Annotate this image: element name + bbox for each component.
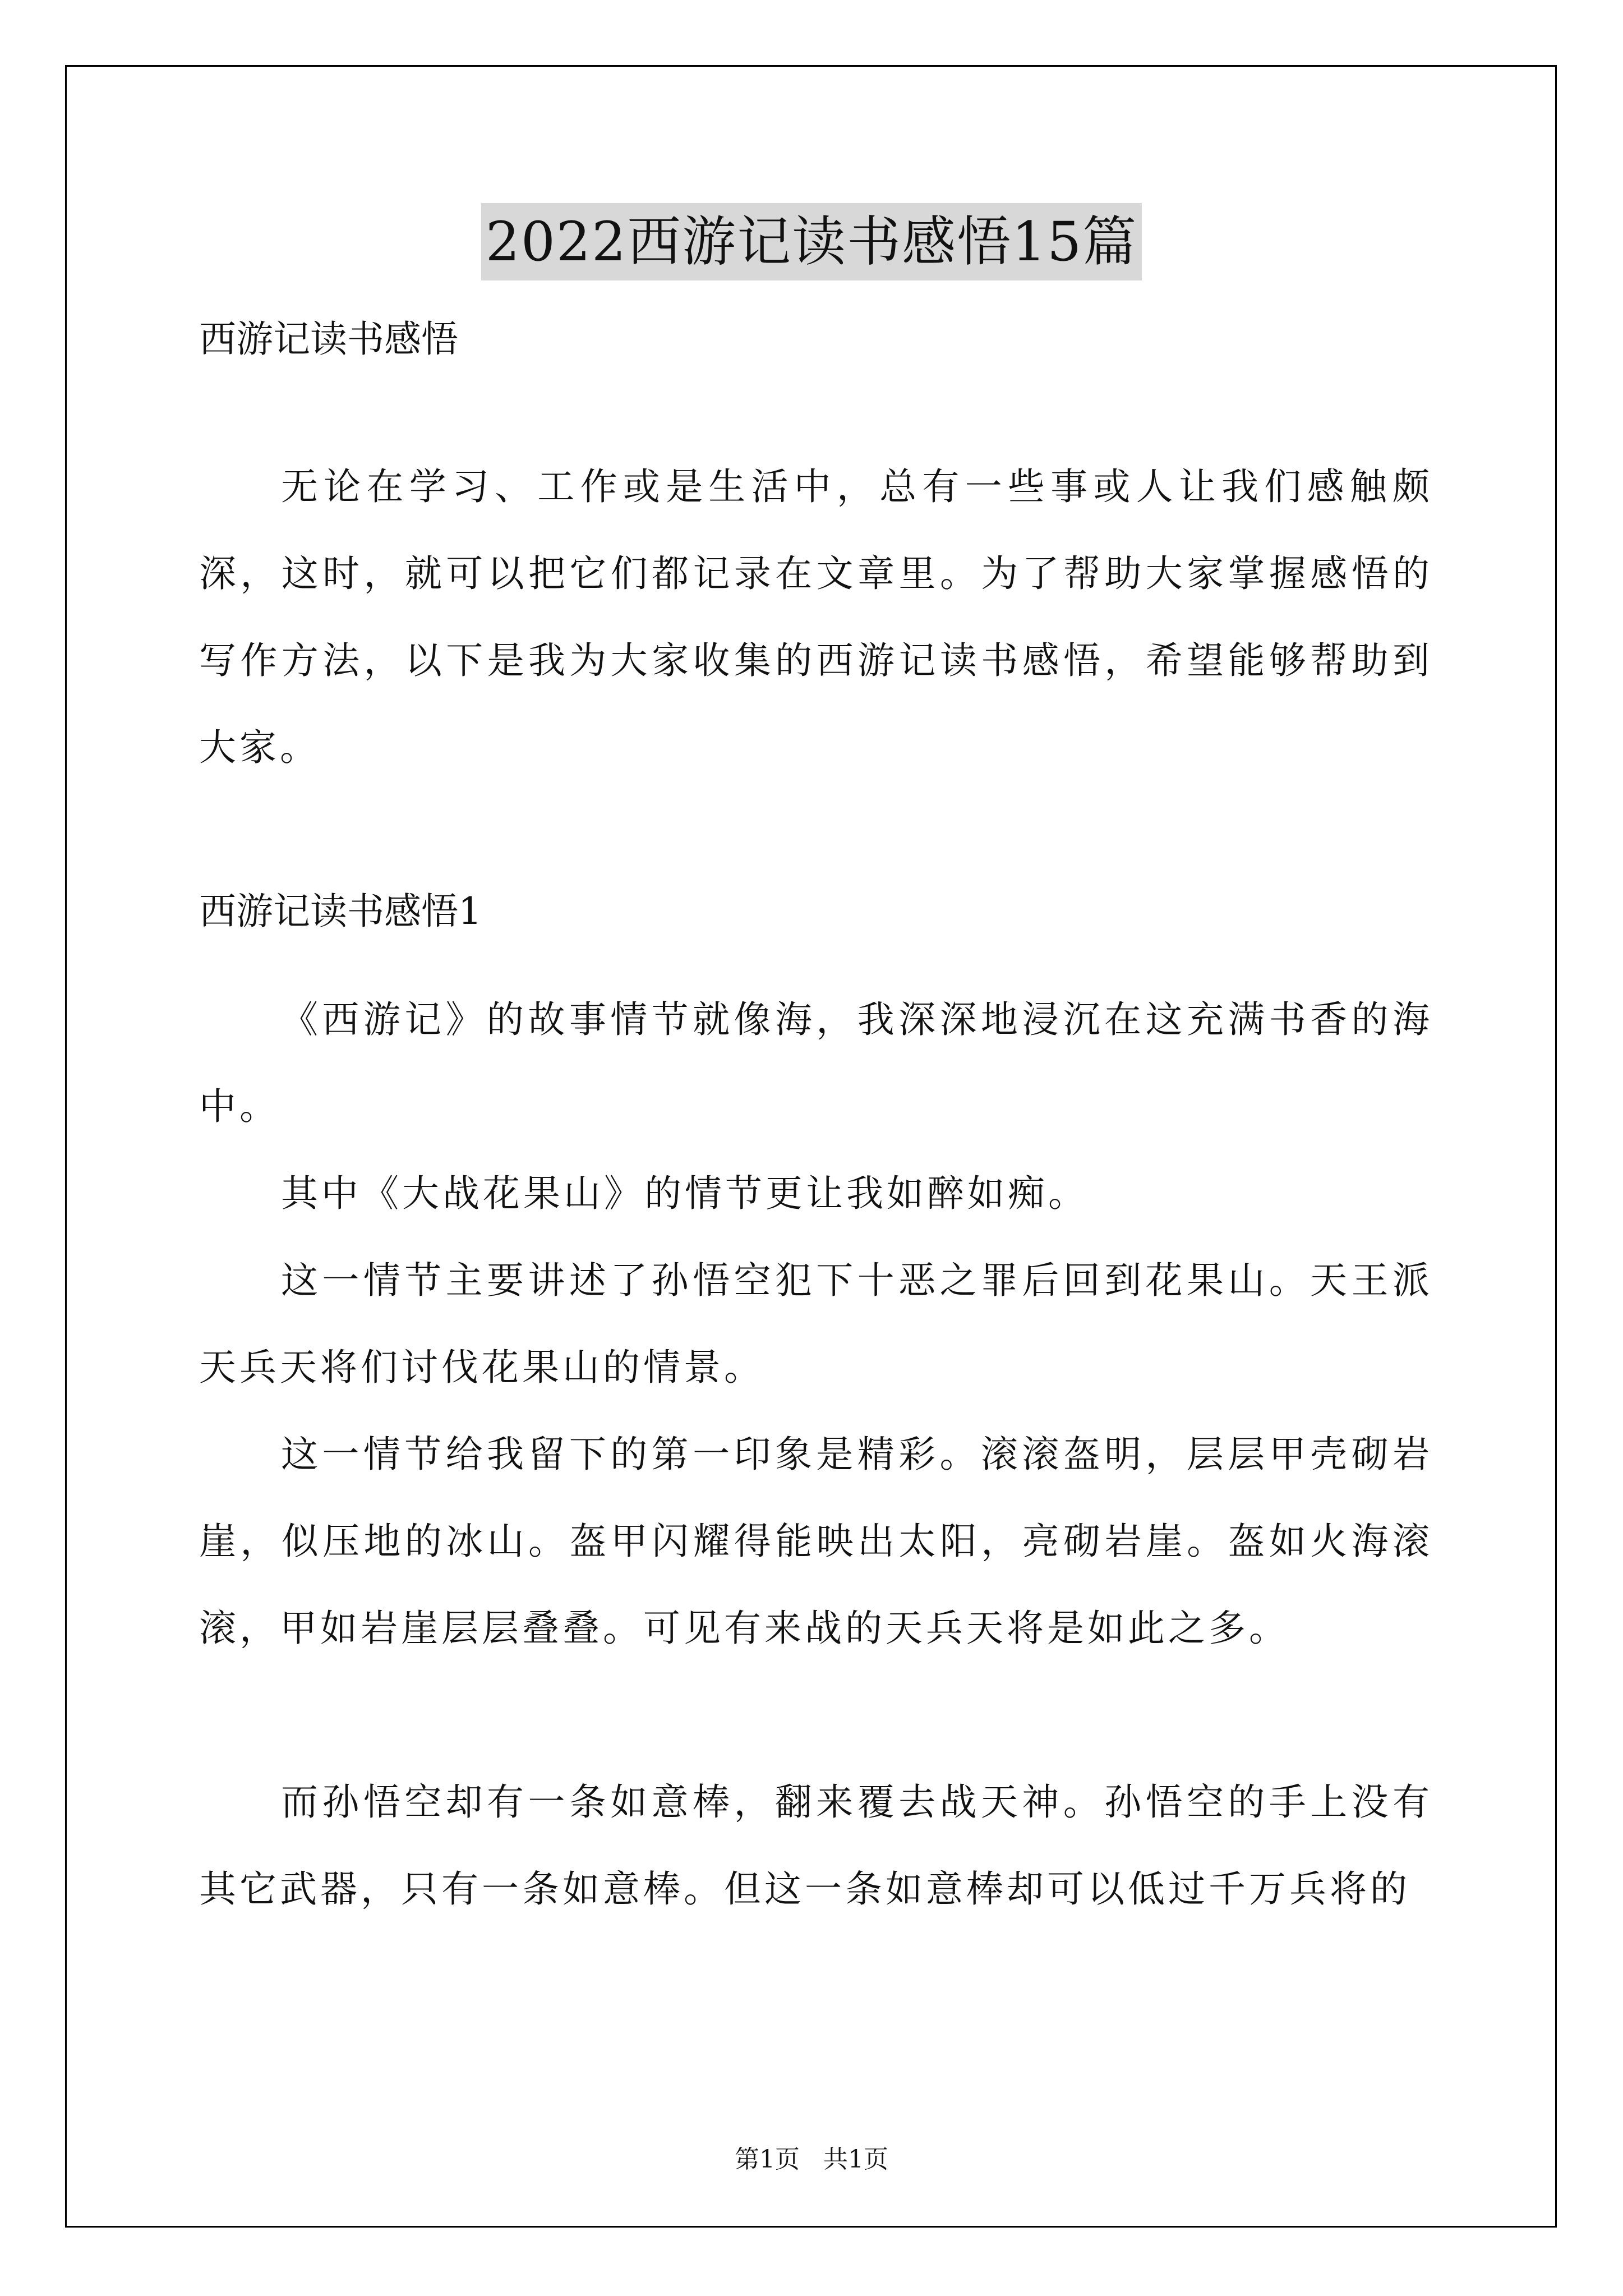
paragraph: 《西游记》的故事情节就像海，我深深地浸沉在这充满书香的海中。 xyxy=(199,998,1433,1128)
document-title: 2022西游记读书感悟15篇 xyxy=(481,203,1142,280)
paragraph: 这一情节主要讲述了孙悟空犯下十恶之罪后回到花果山。天王派天兵天将们讨伐花果山的情景。 xyxy=(199,1259,1433,1389)
paragraph: 而孙悟空却有一条如意棒，翻来覆去战天神。孙悟空的手上没有其它武器，只有一条如意棒。但这一条如意棒却可以低过千万兵将的 xyxy=(199,1780,1433,1911)
title-container xyxy=(0,203,1623,280)
paragraph: 这一情节给我留下的第一印象是精彩。滚滚盔明，层层甲壳砌岩崖，似压地的冰山。盔甲闪耀得能映出太阳，亮砌岩崖。盔如火海滚滚，甲如岩崖层层叠叠。可见有来战的天兵天将是如此之多。 xyxy=(199,1433,1433,1650)
paragraph: 其中《大战花果山》的情节更让我如醉如痴。 xyxy=(281,1172,1089,1215)
intro-paragraph: 无论在学习、工作或是生活中，总有一些事或人让我们感触颇深，这时，就可以把它们都记录在文章里。为了帮助大家掌握感悟的写作方法，以下是我为大家收集的西游记读书感悟，希望能够帮助到大家。 xyxy=(199,465,1433,769)
page-footer xyxy=(0,2143,1623,2177)
page-total: 共1页 xyxy=(823,2145,888,2174)
page-number: 第1页 xyxy=(735,2145,800,2174)
section-heading-1: 西游记读书感悟1 xyxy=(199,890,482,933)
intro-heading: 西游记读书感悟 xyxy=(199,318,458,361)
